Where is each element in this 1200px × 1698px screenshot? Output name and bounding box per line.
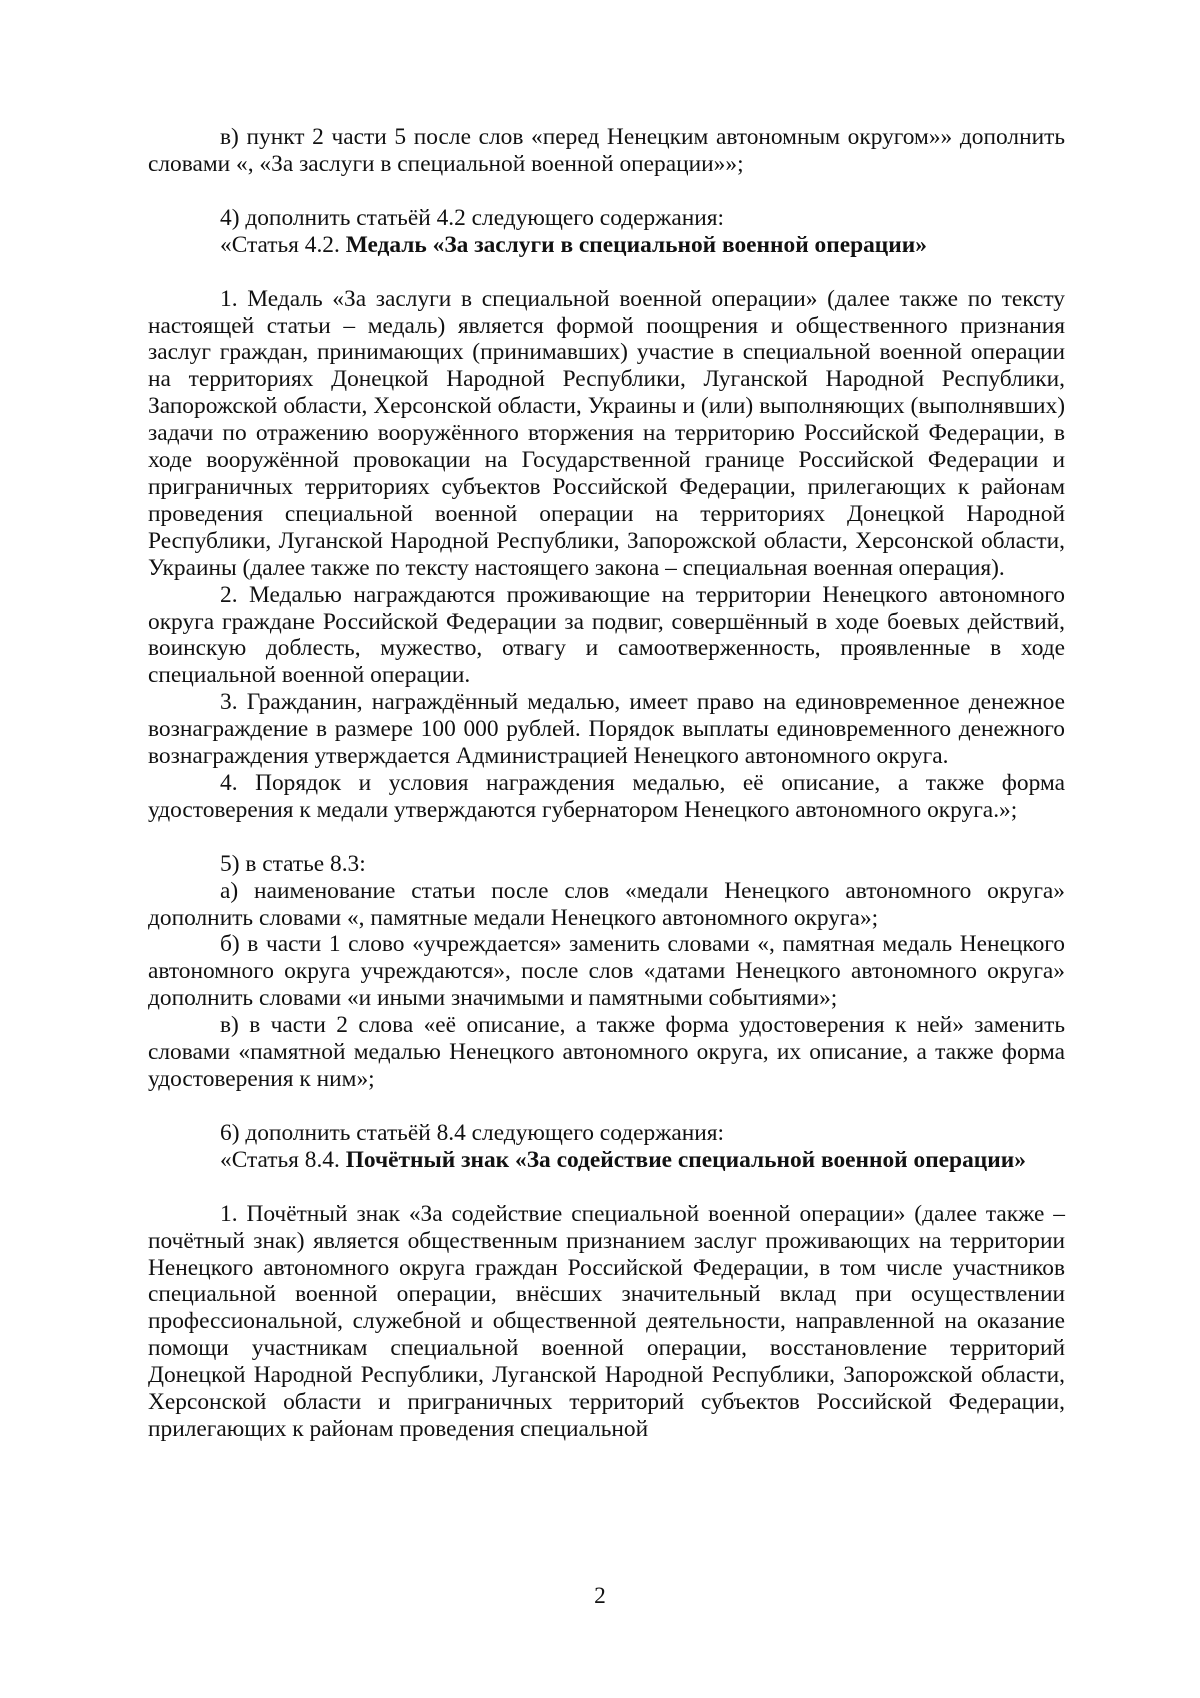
- article-4-2-title: Медаль «За заслуги в специальной военной операции»: [345, 231, 927, 258]
- article-8-4-heading: [148, 1147, 1065, 1174]
- article-8-4-part-1: 1. Почётный знак «За содействие специальной военной операции» (далее также – почётный знак) является общественным признанием заслуг проживающих на территории Ненецкого автономного округа граждан Российской Федерации, в том числе участников специальной военной операции, внёсших значительный вклад при осуществлении профессиональной, служебной и общественной деятельности, направленной на оказание помощи участникам специальной военной операции, восстановление территорий Донецкой Народной Республики, Луганской Народной Республики, Запорожской области, Херсонской области и приграничных территорий субъектов Российской Федерации, прилегающих к районам проведения специальной: [148, 1200, 1065, 1442]
- article-4-2-part-3: 3. Гражданин, награждённый медалью, имеет право на единовременное денежное вознаграждение в размере 100 000 рублей. Порядок выплаты единовременного денежного вознаграждения утверждается Администрацией Ненецкого автономного округа.: [148, 689, 1065, 770]
- paragraph-item-4: 4) дополнить статьёй 4.2 следующего содержания:: [220, 204, 725, 231]
- document-page: [148, 124, 1065, 1443]
- paragraph-amendment-v: в) пункт 2 части 5 после слов «перед Ненецким автономным округом»» дополнить словами «, «За заслуги в специальной военной операции»»;: [148, 124, 1065, 177]
- amendment-5-a: а) наименование статьи после слов «медали Ненецкого автономного округа» дополнить словами «, памятные медали Ненецкого автономного округа»;: [148, 877, 1065, 931]
- article-8-4-prefix: «Статья 8.4.: [220, 1146, 346, 1173]
- article-4-2-part-1: 1. Медаль «За заслуги в специальной военной операции» (далее также по тексту настоящей статьи – медаль) является формой поощрения и общественного признания заслуг граждан, принимающих (принимавших) участие в специальной военной операции на территориях Донецкой Народной Республики, Луганской Народной Республики, Запорожской области, Херсонской области, Украины и (или) выполняющих (выполнявших) задачи по отражению вооружённого вторжения на территорию Российской Федерации, в ходе вооружённой провокации на Государственной границе Российской Федерации и приграничных территориях субъектов Российской Федерации, прилегающих к районам проведения специальной военной операции на территориях Донецкой Народной Республики, Луганской Народной Республики, Запорожской области, Херсонской области, Украины (далее также по тексту настоящего закона – специальная военная операция).: [148, 285, 1065, 581]
- article-8-4-title: Почётный знак «За содействие специальной военной операции»: [345, 1146, 1026, 1173]
- article-4-2-part-2: 2. Медалью награждаются проживающие на территории Ненецкого автономного округа граждане Российской Федерации за подвиг, совершённый в ходе боевых действий, воинскую доблесть, мужество, отвагу и самоотверженность, проявленные в ходе специальной военной операции.: [148, 581, 1065, 689]
- article-4-2-heading: [148, 232, 1065, 259]
- page-number: 2: [594, 1583, 606, 1609]
- paragraph-item-6: 6) дополнить статьёй 8.4 следующего содержания:: [220, 1119, 725, 1146]
- article-4-2-part-4: 4. Порядок и условия награждения медалью, её описание, а также форма удостоверения к медали утверждаются губернатором Ненецкого автономного округа.»;: [148, 769, 1065, 823]
- paragraph-item-5: 5) в статье 8.3:: [220, 850, 366, 877]
- amendment-5-b: б) в части 1 слово «учреждается» заменить словами «, памятная медаль Ненецкого автономного округа учреждаются», после слов «датами Ненецкого автономного округа» дополнить словами «и иными значимыми и памятными событиями»;: [148, 931, 1065, 1012]
- amendment-5-v: в) в части 2 слова «её описание, а также форма удостоверения к ней» заменить словами «памятной медалью Ненецкого автономного округа, их описание, а также форма удостоверения к ним»;: [148, 1012, 1065, 1092]
- article-4-2-prefix: «Статья 4.2.: [220, 231, 346, 258]
